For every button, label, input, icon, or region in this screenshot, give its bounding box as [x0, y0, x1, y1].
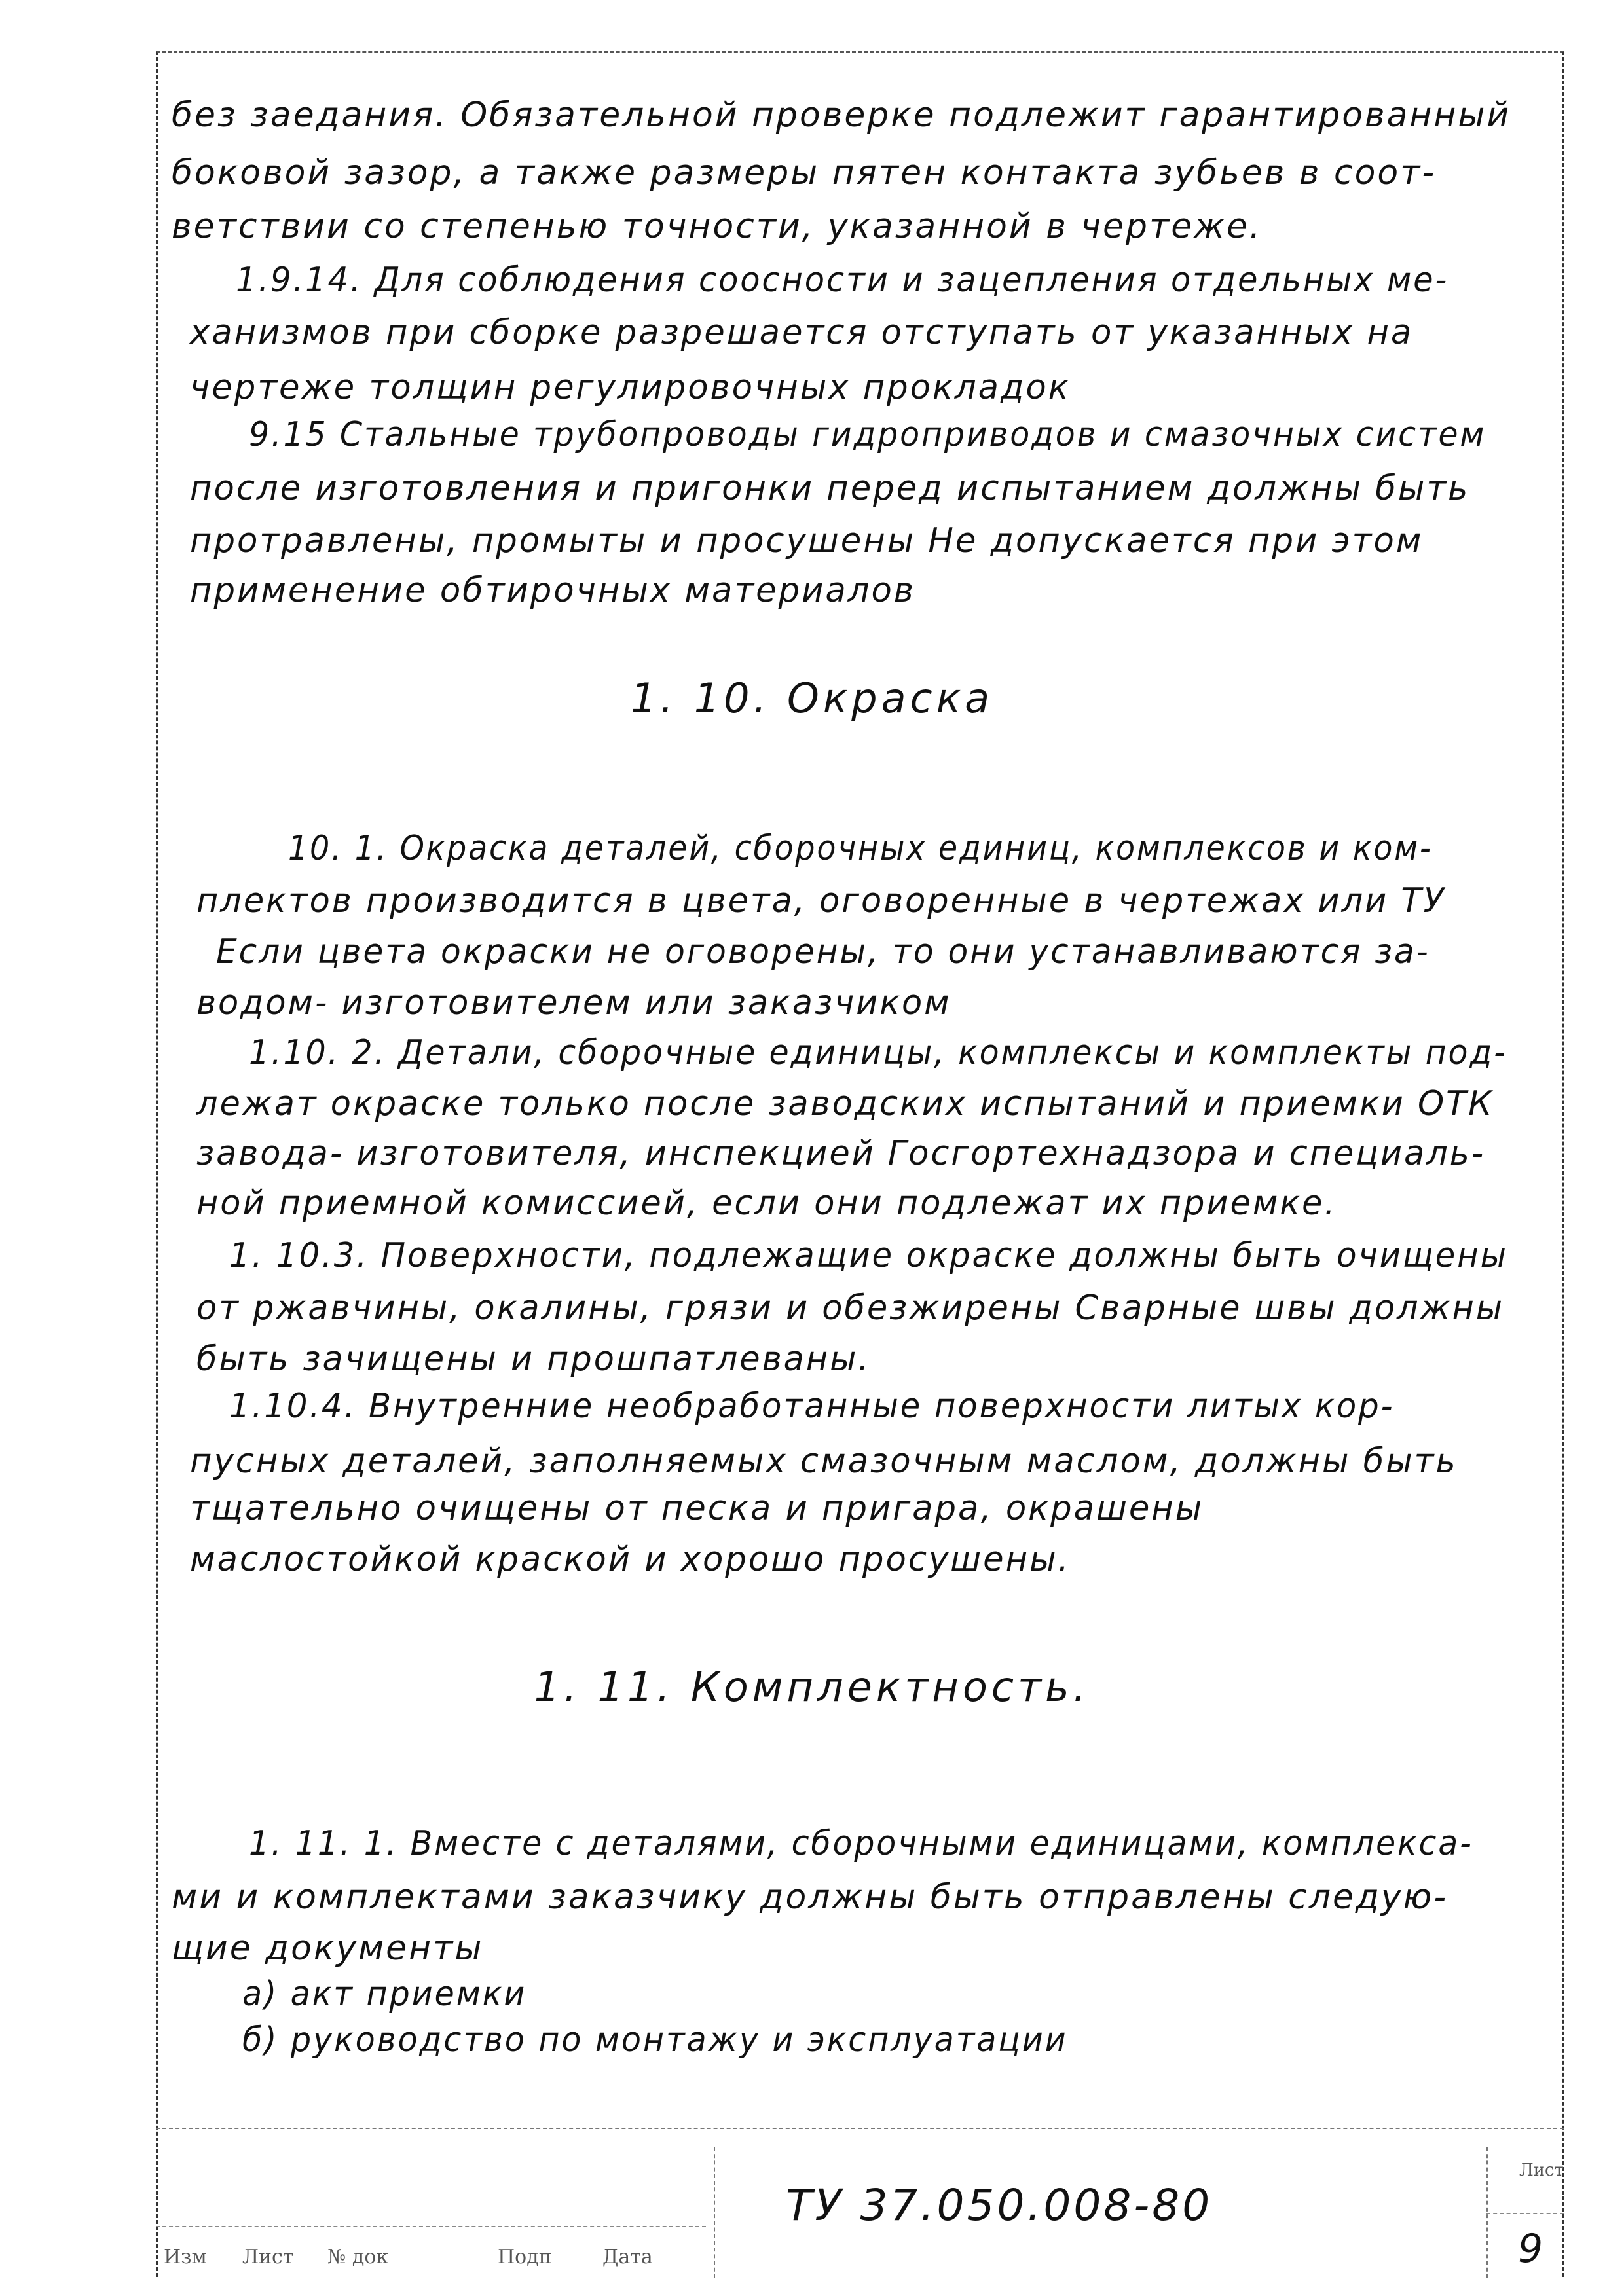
- title-block-rule: [156, 2226, 706, 2227]
- body-line: водом- изготовителем или заказчиком: [196, 983, 951, 1023]
- title-block-label-change: Изм: [164, 2246, 207, 2269]
- body-line: тщательно очищены от песка и пригара, окрашены: [190, 1489, 1204, 1528]
- body-line: быть зачищены и прошпатлеваны.: [196, 1339, 871, 1379]
- title-block-divider: [714, 2147, 715, 2278]
- body-line: плектов производится в цвета, оговоренные в чертежах или ТУ: [196, 881, 1446, 920]
- title-block-label-sheet: Лист: [242, 2246, 294, 2269]
- body-line: ханизмов при сборке разрешается отступать от указанных на: [190, 313, 1414, 352]
- body-line: завода- изготовителя, инспекцией Госгортехнадзора и специаль-: [196, 1134, 1486, 1173]
- body-line: 1.10.4. Внутренние необработанные поверхности литых кор-: [229, 1387, 1395, 1426]
- body-line: 1.10. 2. Детали, сборочные единицы, комплексы и комплекты под-: [249, 1033, 1507, 1072]
- body-line: а) акт приемки: [242, 1975, 527, 2014]
- body-line: ной приемной комиссией, если они подлежат их приемке.: [196, 1184, 1337, 1223]
- body-line: ми и комплектами заказчику должны быть отправлены следую-: [172, 1878, 1449, 1917]
- body-line: 1. 10.3. Поверхности, подлежащие окраске должны быть очищены: [229, 1236, 1508, 1275]
- body-line: Если цвета окраски не оговорены, то они устанавливаются за-: [216, 932, 1430, 972]
- body-line: щие документы: [172, 1929, 484, 1968]
- body-line: б) руководство по монтажу и эксплуатации: [242, 2020, 1068, 2060]
- title-block-divider: [1486, 2147, 1488, 2278]
- body-line: 10. 1. Окраска деталей, сборочных единиц, комплексов и ком-: [288, 829, 1433, 868]
- sheet-label: Лист: [1519, 2160, 1564, 2180]
- page-number: 9: [1518, 2226, 1543, 2272]
- body-line: 9.15 Стальные трубопроводы гидроприводов и смазочных систем: [249, 415, 1486, 454]
- title-block-label-doc-number: № док: [327, 2246, 389, 2269]
- title-block-label-date: Дата: [602, 2246, 653, 2269]
- body-line: пусных деталей, заполняемых смазочным маслом, должны быть: [190, 1442, 1458, 1481]
- body-line: маслостойкой краской и хорошо просушены.: [190, 1540, 1071, 1579]
- body-line: лежат окраске только после заводских испытаний и приемки ОТК: [196, 1084, 1494, 1123]
- body-line: без заедания. Обязательной проверке подлежит гарантированный: [172, 96, 1511, 135]
- title-block-rule: [1486, 2213, 1564, 2214]
- body-line: чертеже толщин регулировочных прокладок: [190, 368, 1071, 407]
- body-line: 1.9.14. Для соблюдения соосности и зацепления отдельных ме-: [236, 261, 1449, 300]
- body-line: ветствии со степенью точности, указанной в чертеже.: [172, 207, 1263, 246]
- body-line: боковой зазор, а также размеры пятен контакта зубьев в соот-: [172, 153, 1437, 192]
- body-line: после изготовления и пригонки перед испытанием должны быть: [190, 469, 1470, 508]
- body-line: 1. 11. 1. Вместе с деталями, сборочными единицами, комплекса-: [249, 1824, 1473, 1863]
- title-block-label-signature: Подп: [498, 2246, 552, 2269]
- body-line: от ржавчины, окалины, грязи и обезжирены Сварные швы должны: [196, 1288, 1504, 1328]
- body-line: применение обтирочных материалов: [190, 571, 915, 610]
- body-line: протравлены, промыты и просушены Не допускается при этом: [190, 521, 1424, 560]
- section-heading-completeness: 1. 11. Комплектность.: [534, 1663, 1090, 1711]
- document-code: ТУ 37.050.008-80: [786, 2180, 1213, 2231]
- section-heading-painting: 1. 10. Окраска: [630, 674, 994, 722]
